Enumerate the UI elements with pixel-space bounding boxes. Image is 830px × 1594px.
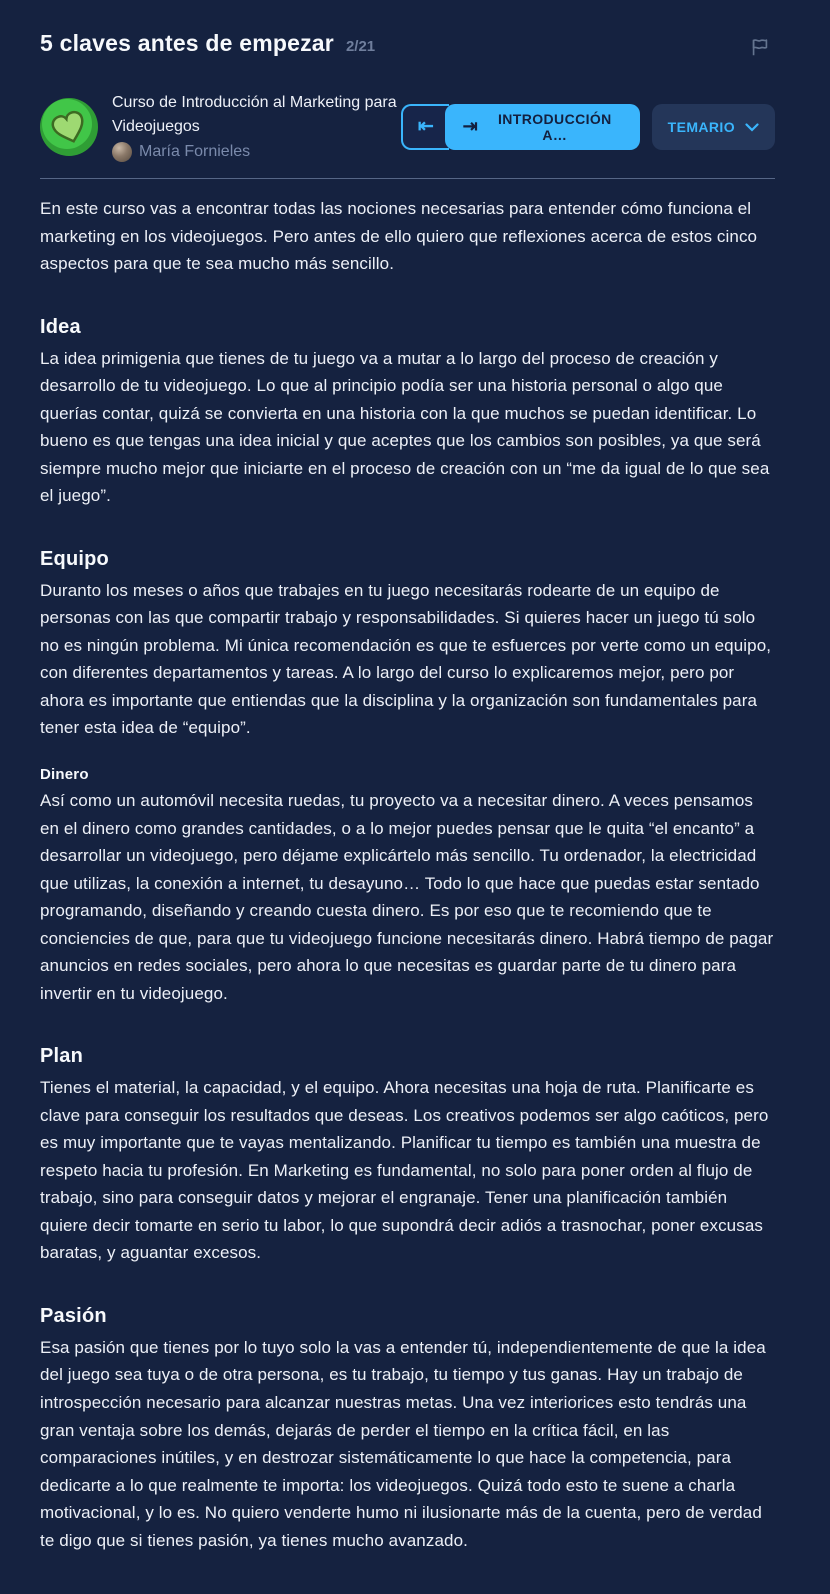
- section-body-idea: La idea primigenia que tienes de tu juego va a mutar a lo largo del proceso de creación y desarrollo de tu videojuego. Lo que al principio podía ser una historia personal o algo que querías contar, quizá se convierta en una historia con la que muchos se puedan identificar. Lo bueno es que tengas una idea inicial y que aceptes que los cambios son posibles, ya que será siempre mucho mejor que iniciarte en el proceso de creación con un “me da igual de lo que sea el juego”.: [40, 348, 770, 506]
- section-equipo: [40, 548, 775, 742]
- flag-report-button[interactable]: [745, 32, 775, 65]
- author-row: [112, 142, 401, 162]
- course-avatar-heart-icon: [40, 98, 98, 156]
- author-avatar: [112, 142, 132, 162]
- temario-dropdown-button[interactable]: [652, 104, 775, 150]
- previous-lesson-button[interactable]: [401, 104, 448, 150]
- next-lesson-label: INTRODUCCIÓN A…: [498, 110, 612, 143]
- lesson-nav-group: [401, 104, 640, 150]
- arrow-to-bar-right-icon: ⇥: [462, 116, 479, 136]
- section-body-equipo: Duranto los meses o años que trabajes en tu juego necesitarás rodearte de un equipo de personas con las que compartir trabajo y responsabilidades. Si quieres hacer un juego tú solo no es ningún problema. Mi única recomendación es que te esfuerces por verte como un equipo, con diferentes departamentos y tareas. A lo largo del curso lo explicaremos mejor, pero por ahora es importante que entiendas que la disciplina y la organización son fundamentales para tener esta idea de “equipo”.: [40, 580, 772, 738]
- section-idea: [40, 316, 775, 510]
- title-wrap: [40, 30, 375, 57]
- author-name: María Fornieles: [139, 143, 251, 160]
- lesson-progress-counter: 2/21: [345, 38, 376, 55]
- section-heading-idea: Idea: [40, 315, 81, 338]
- next-lesson-button[interactable]: [445, 104, 640, 150]
- section-pasion: [40, 1305, 775, 1554]
- section-dinero: [40, 766, 775, 1007]
- section-plan: [40, 1045, 775, 1267]
- intro-paragraph: En este curso vas a encontrar todas las nociones necesarias para entender cómo funciona el marketing en los videojuegos. Pero antes de ello quiero que reflexiones acerca de estos cinco aspectos para que te sea mucho más sencillo.: [40, 199, 758, 274]
- lesson-header: [40, 30, 775, 65]
- page-title: 5 claves antes de empezar: [40, 30, 334, 56]
- course-meta: [112, 91, 401, 162]
- section-heading-plan: Plan: [40, 1045, 84, 1068]
- section-heading-pasion: Pasión: [40, 1304, 107, 1327]
- flag-icon: [749, 46, 771, 61]
- course-info: [40, 91, 401, 162]
- section-heading-equipo: Equipo: [40, 547, 109, 570]
- lesson-controls: [401, 104, 775, 150]
- chevron-down-icon: [745, 119, 759, 135]
- course-title-link[interactable]: Curso de Introducción al Marketing para Videojuegos: [112, 94, 397, 135]
- arrow-to-bar-left-icon: ⇤: [417, 116, 434, 137]
- temario-label: TEMARIO: [667, 118, 735, 135]
- section-heading-dinero: Dinero: [40, 765, 89, 783]
- section-body-dinero: Así como un automóvil necesita ruedas, tu proyecto va a necesitar dinero. A veces pensamos en el dinero como grandes cantidades, o a lo mejor puedes pensar que le quita “el encanto” a desarrollar un videojuego, pero déjame explicártelo más sencillo. Tu ordenador, la electricidad que utilizas, la conexión a internet, tu desayuno… Todo lo que hace que puedas estar sentado programando, diseñando y creando cuesta dinero. Es por eso que te recomiendo que te conciencies de que, para que tu videojuego funcione necesitarás dinero. Habrá tiempo de pagar anuncios en redes sociales, pero ahora lo que necesitas es guardar parte de tu dinero para invertir en tu videojuego.: [40, 790, 774, 1003]
- course-strip: [40, 91, 775, 179]
- section-body-pasion: Esa pasión que tienes por lo tuyo solo la vas a entender tú, independientemente de que la idea del juego sea tuya o de otra persona, es tu trabajo, tu tiempo y tus ganas. Hay un trabajo de introspección necesario para alcanzar nuestras metas. Una vez interiorices esto tendrás una gran ventaja sobre los demás, dejarás de perder el tiempo en la crítica fácil, en las comparaciones inútiles, y en destrozar sistemáticamente lo que hace la competencia, para dedicarte a lo que realmente te importa: los videojuegos. Quizá todo esto te suene a charla motivacional, y lo es. No quiero venderte humo ni ilusionarte más de la cuenta, pero de verdad te digo que si tienes pasión, ya tienes mucho avanzado.: [40, 1337, 766, 1550]
- lesson-article: [40, 195, 775, 1554]
- section-body-plan: Tienes el material, la capacidad, y el equipo. Ahora necesitas una hoja de ruta. Planificarte es clave para conseguir los resultados que deseas. Los creativos podemos ser algo caóticos, pero es muy importante que te vayas mentalizando. Planificar tu tiempo es también una muestra de respeto hacia tu profesión. En Marketing es fundamental, no solo para poner orden al flujo de trabajo, sino para conseguir datos y mejorar el engranaje. Tener una planificación también quiere decir tomarte en serio tu labor, lo que supondrá decir adiós a trasnochar, poner excusas baratas, y aguantar excesos.: [40, 1078, 769, 1263]
